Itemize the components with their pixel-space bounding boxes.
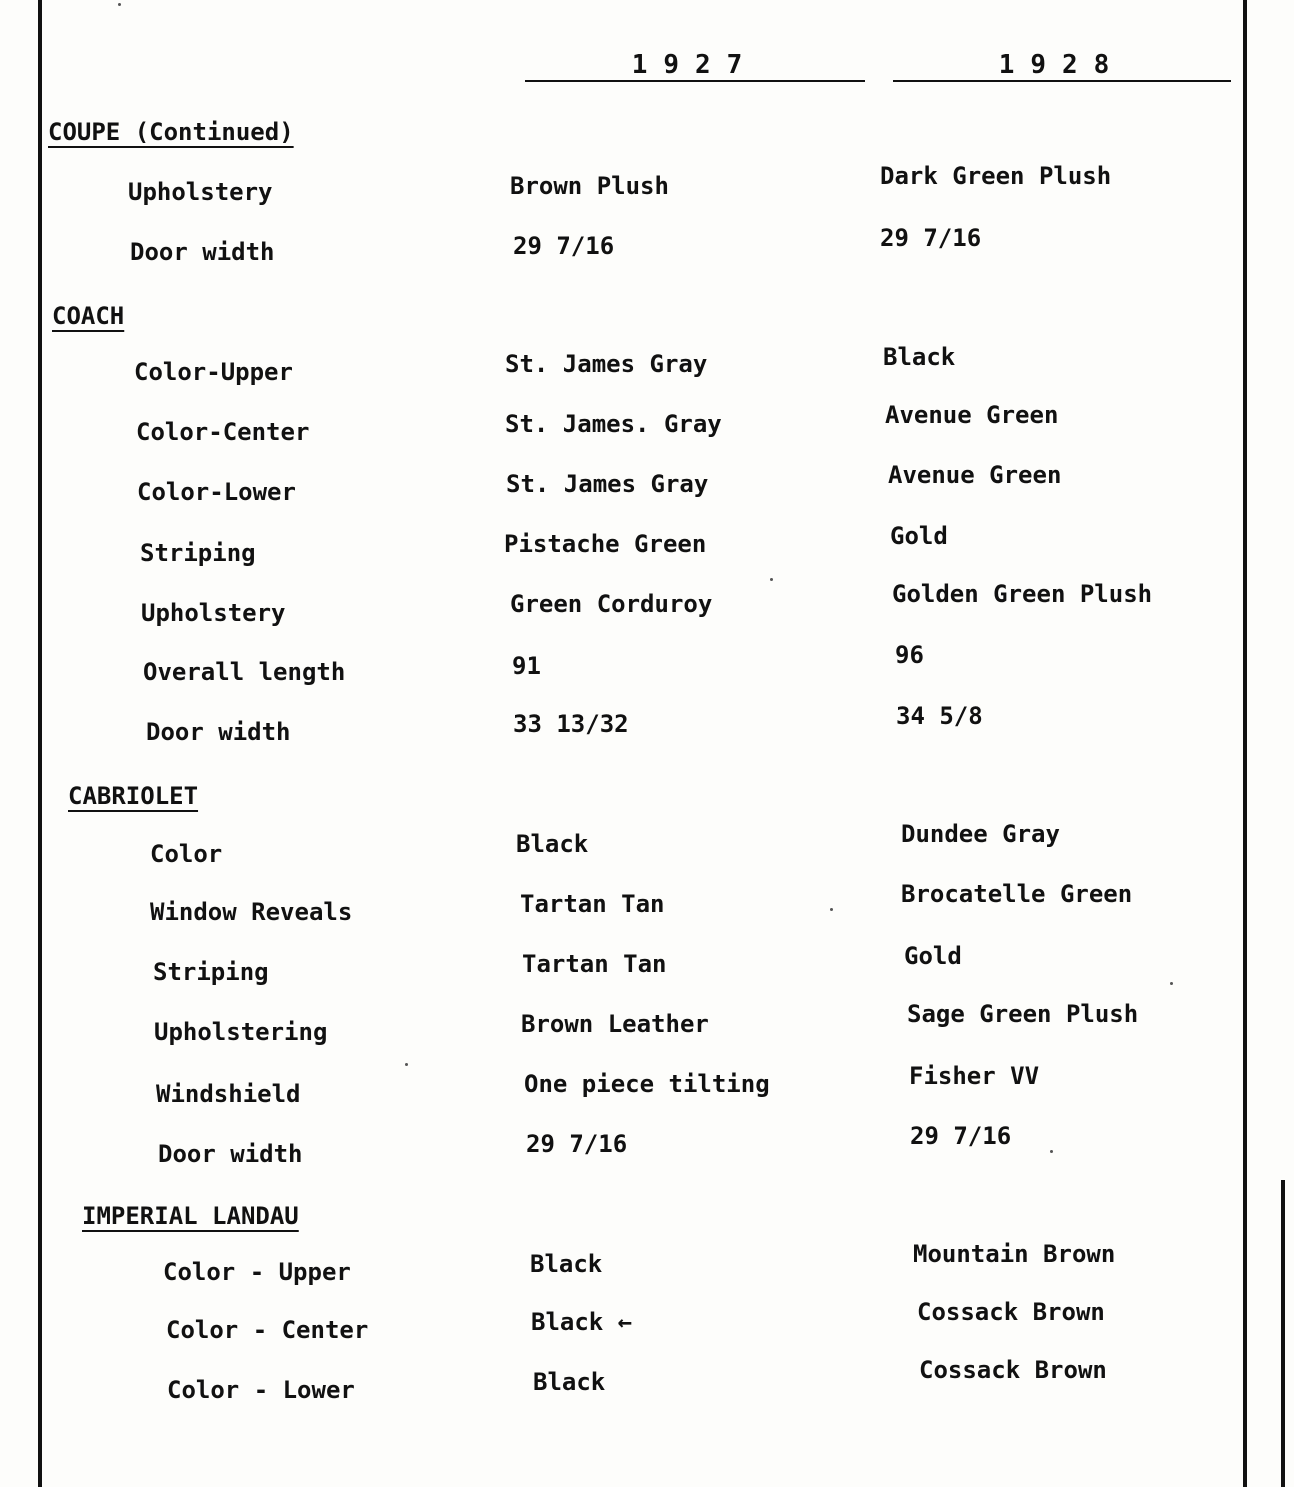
row-label: Color-Center: [136, 418, 310, 446]
year-1927-heading: 1927: [631, 50, 759, 80]
scan-speck: [1050, 1150, 1053, 1153]
page-border-right-outer: [1281, 1180, 1285, 1487]
value-1928: Mountain Brown: [913, 1240, 1116, 1268]
page-border-right: [1243, 0, 1247, 1487]
value-1927: Brown Plush: [510, 172, 669, 200]
value-1928: Dark Green Plush: [880, 162, 1112, 190]
value-1928: Fisher VV: [909, 1062, 1040, 1090]
row-label: Door width: [146, 718, 291, 746]
value-1927: Tartan Tan: [522, 950, 667, 978]
value-1927: St. James Gray: [505, 350, 708, 378]
row-label: Windshield: [156, 1080, 301, 1108]
year-1928-underline: [893, 80, 1231, 82]
row-label: Overall length: [143, 658, 346, 686]
section-imperial-landau-title: IMPERIAL LANDAU: [82, 1202, 299, 1230]
value-1928: Black: [883, 343, 956, 371]
value-1928: 29 7/16: [880, 224, 982, 252]
value-1928: 34 5/8: [896, 702, 983, 730]
row-label: Color-Upper: [134, 358, 293, 386]
page-border-left: [38, 0, 42, 1487]
value-1927: St. James Gray: [506, 470, 709, 498]
value-1928: Gold: [904, 942, 962, 970]
row-label: Color-Lower: [137, 478, 296, 506]
value-1927: Black: [533, 1368, 606, 1396]
value-1928: Gold: [890, 522, 948, 550]
section-coupe-title: COUPE (Continued): [48, 118, 294, 146]
value-1928: Cossack Brown: [917, 1298, 1105, 1326]
value-1927: Black: [516, 830, 589, 858]
scan-speck: [118, 3, 121, 6]
scan-speck: [770, 578, 773, 581]
scan-speck: [1170, 982, 1173, 985]
row-label: Color: [150, 840, 223, 868]
row-label: Color - Upper: [163, 1258, 351, 1286]
value-1928: 96: [895, 641, 924, 669]
row-label: Striping: [153, 958, 269, 986]
value-1927: 33 13/32: [513, 710, 629, 738]
row-label: Color - Lower: [167, 1376, 355, 1404]
row-label: Window Reveals: [150, 898, 353, 926]
value-1927: Tartan Tan: [520, 890, 665, 918]
value-1928: Brocatelle Green: [901, 880, 1133, 908]
scan-speck: [405, 1063, 408, 1066]
year-1927-underline: [525, 80, 865, 82]
section-coach-title: COACH: [52, 302, 125, 330]
row-label: Upholstering: [154, 1018, 328, 1046]
value-1928: Sage Green Plush: [907, 1000, 1139, 1028]
value-1928: 29 7/16: [910, 1122, 1012, 1150]
row-label: Door width: [158, 1140, 303, 1168]
value-1927: 29 7/16: [513, 232, 615, 260]
value-1928: Golden Green Plush: [892, 580, 1153, 608]
year-1928-heading: 1928: [998, 50, 1126, 80]
value-1927: Brown Leather: [521, 1010, 709, 1038]
value-1927: Black: [530, 1250, 603, 1278]
value-1927: Green Corduroy: [510, 590, 713, 618]
row-label: Door width: [130, 238, 275, 266]
value-1927: 91: [512, 652, 541, 680]
section-cabriolet-title: CABRIOLET: [68, 782, 199, 810]
value-1927: Black ←: [531, 1308, 633, 1336]
scan-speck: [830, 908, 833, 911]
value-1928: Dundee Gray: [901, 820, 1060, 848]
value-1928: Avenue Green: [888, 461, 1062, 489]
row-label: Upholstery: [128, 178, 273, 206]
value-1928: Cossack Brown: [919, 1356, 1107, 1384]
value-1927: One piece tilting: [524, 1070, 770, 1098]
row-label: Striping: [140, 539, 256, 567]
row-label: Upholstery: [141, 599, 286, 627]
value-1928: Avenue Green: [885, 401, 1059, 429]
row-label: Color - Center: [166, 1316, 369, 1344]
value-1927: St. James. Gray: [505, 410, 722, 438]
value-1927: 29 7/16: [526, 1130, 628, 1158]
value-1927: Pistache Green: [504, 530, 707, 558]
